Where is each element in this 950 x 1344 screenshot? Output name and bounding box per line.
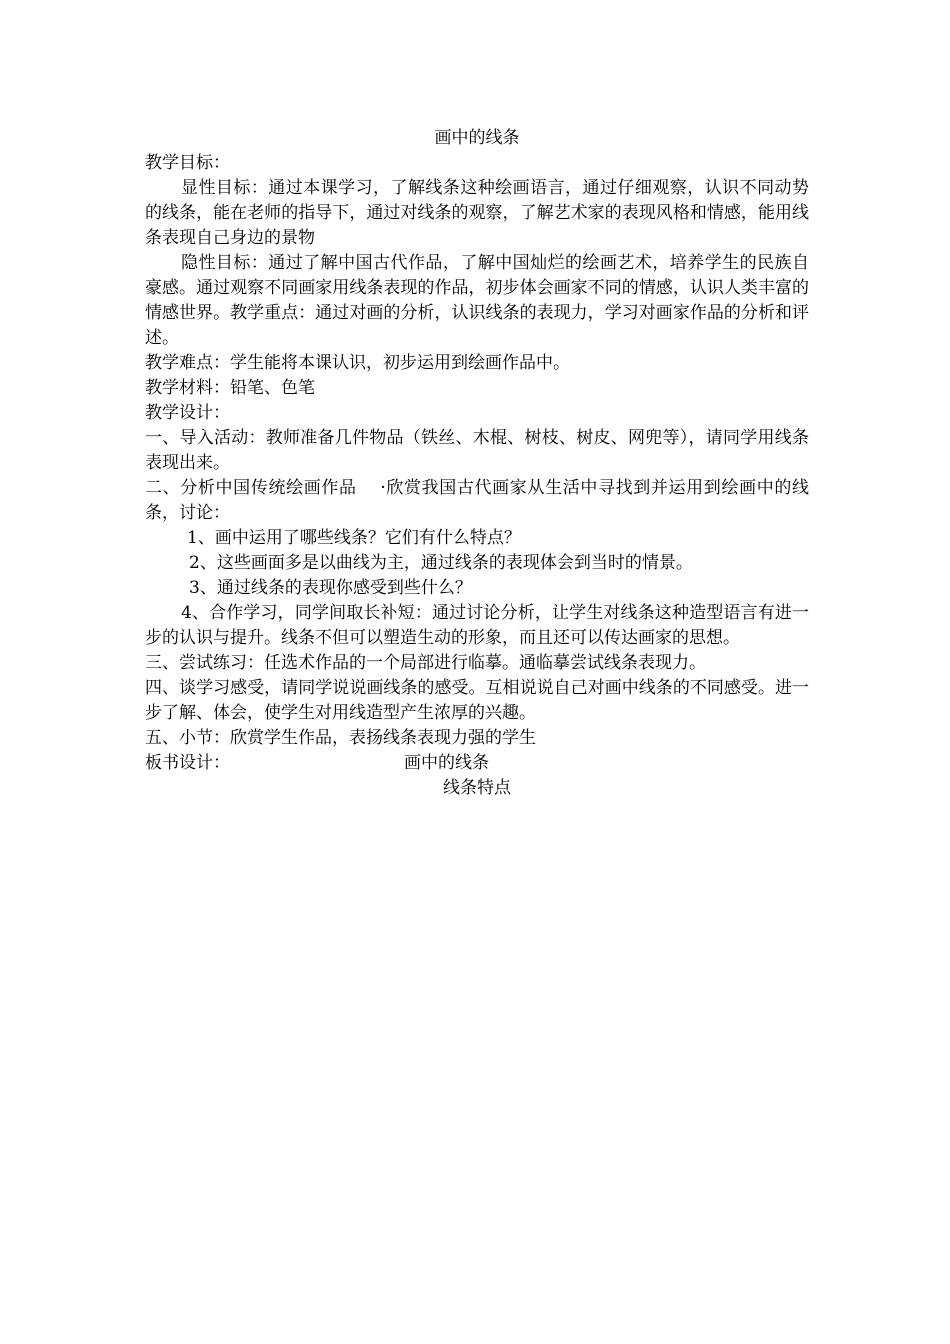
board-design-label: 板书设计： — [145, 753, 230, 773]
difficulty-line: 教学难点：学生能将本课认识，初步运用到绘画作品中。 — [145, 353, 570, 373]
board-design-row — [145, 751, 809, 776]
step-3-paragraph: 三、尝试练习：任选术作品的一个局部进行临摹。通临摹尝试线条表现力。 — [145, 653, 706, 673]
document-title: 画中的线条 — [434, 128, 520, 148]
step-2-paragraph: 二、分析中国传统绘画作品 ·欣赏我国古代画家从生活中寻找到并运用到绘画中的线条，讨论： — [145, 478, 809, 523]
board-design-title: 画中的线条 — [404, 753, 489, 773]
goals-heading: 教学目标： — [145, 153, 230, 173]
question-1: 1、画中运用了哪些线条？它们有什么特点？ — [187, 528, 521, 548]
design-heading: 教学设计： — [145, 403, 230, 423]
question-2: 2、这些画面多是以曲线为主，通过线条的表现体会到当时的情景。 — [189, 553, 693, 573]
implicit-goal-paragraph: 隐性目标：通过了解中国古代作品，了解中国灿烂的绘画艺术，培养学生的民族自豪感。通过观察不同画家用线条表现的作品，初步体会画家不同的情感，认识人类丰富的情感世界。教学重点：通过对画的分析，认识线条的表现力，学习对画家作品的分析和评述。 — [145, 253, 809, 348]
question-3: 3、通过线条的表现你感受到些什么？ — [189, 578, 472, 598]
explicit-goal-paragraph: 显性目标：通过本课学习，了解线条这种绘画语言，通过仔细观察，认识不同动势的线条，能在老师的指导下，通过对线条的观察，了解艺术家的表现风格和情感，能用线条表现自己身边的景物 — [145, 178, 809, 248]
step-5-paragraph: 五、小节：欣赏学生作品，表扬线条表现力强的学生 — [145, 728, 536, 748]
step-1-paragraph: 一、导入活动：教师准备几件物品（铁丝、木棍、树枝、树皮、网兜等），请同学用线条表现出来。 — [145, 428, 809, 473]
document-body — [145, 126, 809, 801]
board-design-subtitle: 线条特点 — [443, 778, 511, 798]
step-4-paragraph: 四、谈学习感受，请同学说说画线条的感受。互相说说自己对画中线条的不同感受。进一步了解、体会，使学生对用线造型产生浓厚的兴趣。 — [145, 678, 809, 723]
materials-line: 教学材料：铅笔、色笔 — [145, 378, 315, 398]
question-4-paragraph: 4、合作学习，同学间取长补短：通过讨论分析，让学生对线条这种造型语言有进一步的认识与提升。线条不但可以塑造生动的形象，而且还可以传达画家的思想。 — [145, 603, 809, 648]
